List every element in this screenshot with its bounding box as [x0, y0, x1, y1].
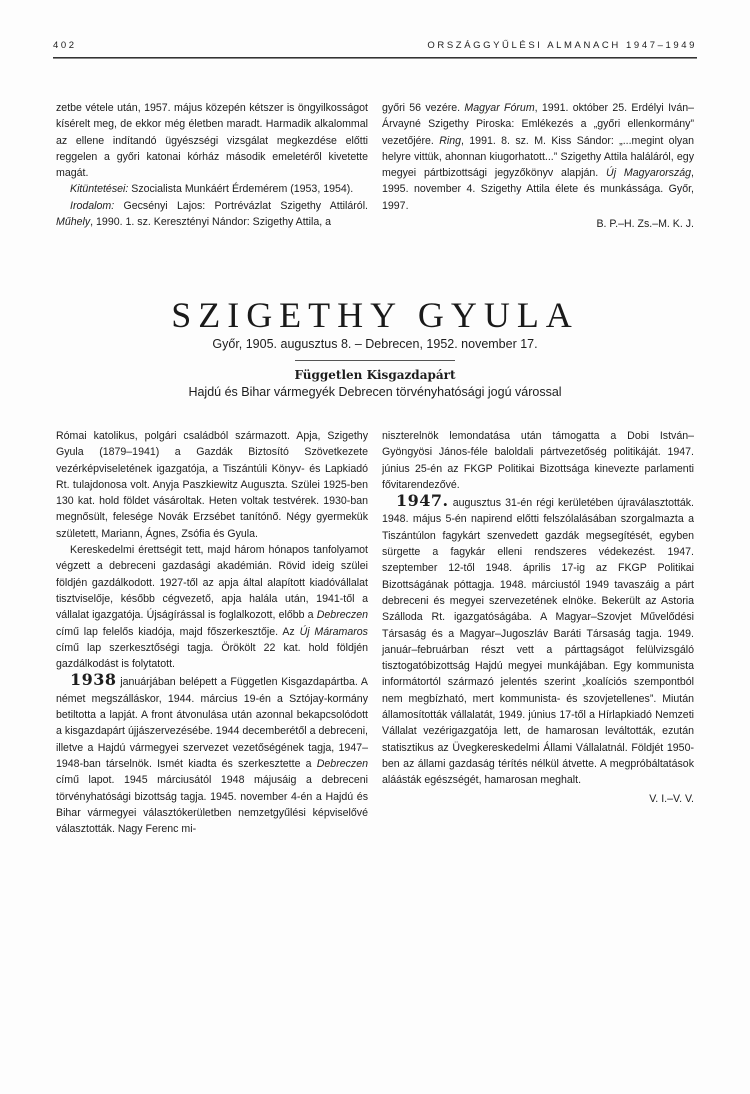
literature-line	[56, 198, 368, 231]
journal-title: Műhely	[56, 216, 91, 229]
page-number: 402	[53, 40, 77, 51]
biography-paragraph	[56, 672, 368, 837]
entry-district: Hajdú és Bihar vármegyék Debrecen törvényhatósági jogú várossal	[188, 385, 562, 399]
newspaper-title: Új Máramaros	[299, 625, 368, 638]
literature-text: , 1995. november 4. Szigethy Attila élete és munkássága. Győr, 1997.	[382, 167, 694, 212]
journal-title: Magyar Fórum	[464, 102, 535, 114]
awards-line	[56, 181, 368, 197]
journal-title: Új Magyarország	[606, 167, 692, 180]
literature-continued	[382, 100, 694, 214]
year-initial: 1947.	[396, 491, 449, 511]
header-rule	[53, 57, 697, 59]
biography-paragraph: niszterelnök lemondatása után támogatta a Dobi István–Gyöngyösi János-féle baloldali pártvezetőség politikáját. 1947. június 25-én az FKGP Politikai Bizottsága kinevezte parlamenti fővitarendezővé.	[382, 430, 694, 491]
awards-label: Kitüntetései:	[70, 183, 129, 196]
entry-dates: Győr, 1905. augusztus 8. – Debrecen, 1952. november 17.	[212, 337, 538, 351]
running-head	[53, 40, 697, 54]
biography-text: januárjában belépett a Független Kisgazdapártba. A német megszálláskor, 1944. március 19-én a Sztójay-kormány betiltotta a lapját. A front átvonulása után azonnal bekapcsolódott a kisgazdapárt újjászervezésébe. 1944 decemberétől a debreceni, illetve a Hajdú vármegyei szervezet vezetőségének tagja, 1947–1948-ban társelnök. Ismét kiadta és szerkesztette a	[56, 676, 368, 770]
entry-name: SZIGETHY GYULA	[171, 295, 579, 335]
awards-text: Szocialista Munkáért Érdemérem (1953, 1954).	[128, 183, 354, 196]
author-signature: V. I.–V. V.	[649, 792, 694, 805]
newspaper-title: Debreczen	[316, 757, 368, 770]
header-separator	[295, 360, 455, 361]
biography-text: Kereskedelmi érettségit tett, majd három hónapos tanfolyamot végzett a debreceni gazdasági akadémián. Rövid ideig szülei földjén gazdálkodott. 1927-től az apja által alapított kiadóvállalat tisztviselője, később cégvezető, apja halála után, 1941-től a vállalat igazgatója. Újságírással is foglalkozott, előbb a	[56, 544, 368, 622]
literature-text: győri 56 vezére.	[382, 102, 465, 114]
entry-left-column	[56, 428, 368, 837]
previous-entry-paragraph: zetbe vétele után, 1957. május közepén kétszer is öngyilkosságot kísérelt meg, de ekkor még életben maradt. Harmadik alkalommal az ellene indítandó ügyészségi vizsgálat megkezdése előtti reggelen a győri katonai kórház második emeletéről kivetette magát.	[56, 102, 368, 180]
biography-text: augusztus 31-én régi kerületében újraválasztották. 1948. május 5-én napirend előtti felszólalásában szorgalmazta a Tiszántúlon fagykárt szenvedett gazdák megsegítését, egyben sürgette a fagykár elleni rendszeres védekezést. 1947. szeptember 12-től 1948. április 17-ig az FKGP Politikai Bizottságának póttagja. 1948. márciustól 1949 tavaszáig a párt debreceni és megyei szervezetének elnöke. Bekerült az Astoria Szálloda Rt. igazgatóságába. A Magyar–Szovjet Művelődési Társaság és a Magyar–Jugoszláv Baráti Társaság tagja. 1949. január–februárban részt vett a párttagságot felülvizsgáló tisztogatóbizottság Hajdú megyei munkájában. Egy kommunista informátortól származó jelentés szerint „koalíciós szempontból nem megbízható, mert kommunista- és szovjetellenes”. Miután államosították vállalatát, 1949. június 17-től a Hírlapkiadó Nemzeti Vállalat vezérigazgatója lett, de hamarosan leváltották, ezután statisztikus az Üvegkereskedelmi Állami Vállalatnál. Földjét 1950-ben az állami gazdaság térítés nélkül átvette. A megpróbáltatások aláásták egészségét, hamarosan meghalt.	[382, 497, 694, 787]
literature-text: Gecsényi Lajos: Portrévázlat Szigethy Attiláról.	[114, 199, 368, 212]
newspaper-title: Debreczen	[316, 609, 368, 622]
journal-title: Ring	[439, 134, 461, 147]
biography-text: című lap felelős kiadója, majd főszerkesztője. Az	[56, 625, 300, 638]
entry-party: Független Kisgazdapárt	[294, 368, 456, 382]
year-initial: 1938	[70, 670, 117, 690]
literature-text: , 1991. október 25. Erdélyi Iván–Árvayné Szigethy Piroska: Emlékezés a „győri ellenkormány” vezetőjére.	[382, 102, 694, 147]
previous-entry-right-column	[382, 100, 694, 232]
biography-paragraph	[56, 542, 368, 672]
biography-text: című lap szerkesztőségi tagja. Örökölt 22 kat. hold földjén gazdálkodást is folytatott.	[56, 641, 368, 671]
biography-text: című lapot. 1945 márciusától 1948 májusáig a debreceni törvényhatósági bizottság tagja. 1945. november 4-én a Hajdú és Bihar vármegyei választókerületben nemzetgyűlési képviselővé választották. Nagy Ferenc mi-	[56, 774, 368, 836]
entry-right-column	[382, 428, 694, 807]
biography-paragraph: Római katolikus, polgári családból származott. Apja, Szigethy Gyula (1879–1941) a Gazdák Biztosító Szövetkezete vezérképviseletének igazgatója, a Tiszántúli Könyv- és Lapkiadó Rt. tulajdonosa volt. Anyja Paszkiewitz Auguszta. Szülei 1925-ben 130 kat. hold földet vásároltak. Heten voltak testvérek. 1930-ban megnősült, felesége Novák Erzsébet tanítónő. Négy gyermekük született, Mariann, Ágnes, Zsófia és Gyula.	[56, 430, 368, 540]
literature-text: , 1990. 1. sz. Keresztényi Nándor: Szigethy Attila, a	[90, 216, 331, 229]
entry-header	[0, 295, 750, 401]
author-signature: B. P.–H. Zs.–M. K. J.	[596, 218, 694, 231]
biography-paragraph	[382, 493, 694, 788]
literature-label: Irodalom:	[70, 199, 115, 212]
previous-entry-left-column	[56, 100, 368, 230]
running-title: ORSZÁGGYŰLÉSI ALMANACH 1947–1949	[427, 40, 697, 51]
literature-text: , 1991. 8. sz. M. Kiss Sándor: „...megint olyan helyre vittük, ahonnan kiugorhatott...” Szigethy Attila haláláról, egy megyei pártbizottsági jegyzőkönyv alapján.	[382, 134, 694, 180]
